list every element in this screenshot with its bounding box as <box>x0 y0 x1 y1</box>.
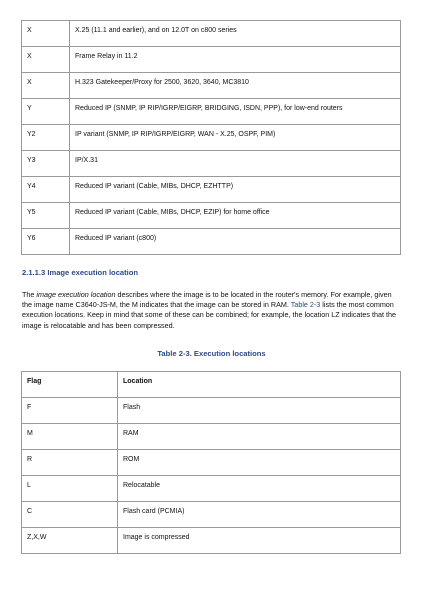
flag-cell: R <box>22 450 118 476</box>
table-row <box>22 476 401 502</box>
code-cell: X <box>22 47 70 73</box>
location-cell: Flash card (PCMIA) <box>118 502 401 528</box>
table-row <box>22 151 401 177</box>
flag-cell: C <box>22 502 118 528</box>
table-row <box>22 398 401 424</box>
table-row <box>22 424 401 450</box>
table-row <box>22 528 401 554</box>
code-cell: X <box>22 73 70 99</box>
description-cell: IP/X.31 <box>70 151 401 177</box>
code-cell: Y <box>22 99 70 125</box>
location-cell: Flash <box>118 398 401 424</box>
location-cell: RAM <box>118 424 401 450</box>
table-row <box>22 203 401 229</box>
paragraph-text: lists the most common execution locations. Keep in mind that some of these can be combined; for example, the location LZ indicates that the image is relocatable and has been compressed. <box>22 300 396 330</box>
code-cell: X <box>22 21 70 47</box>
code-cell: Y6 <box>22 229 70 255</box>
table-row <box>22 47 401 73</box>
code-cell: Y2 <box>22 125 70 151</box>
table-reference-link[interactable]: Table 2-3 <box>290 300 321 310</box>
paragraph-term: image execution location <box>36 290 116 299</box>
body-paragraph <box>22 290 402 331</box>
location-cell: ROM <box>118 450 401 476</box>
description-cell: Frame Relay in 11.2 <box>70 47 401 73</box>
description-cell: H.323 Gatekeeper/Proxy for 2500, 3620, 3640, MC3810 <box>70 73 401 99</box>
table-row <box>22 177 401 203</box>
flag-cell: M <box>22 424 118 450</box>
column-header-flag: Flag <box>22 372 118 398</box>
column-header-location: Location <box>118 372 401 398</box>
location-cell: Relocatable <box>118 476 401 502</box>
paragraph-text: describes where the image is to be located in the router's memory. For example, given the image name C3640-JS-M, the M indicates that the image can be stored in RAM. <box>22 290 392 310</box>
description-cell: Reduced IP variant (Cable, MIBs, DHCP, EZIP) for home office <box>70 203 401 229</box>
location-cell: Image is compressed <box>118 528 401 554</box>
table-row <box>22 450 401 476</box>
table-row <box>22 99 401 125</box>
table-header-row <box>22 372 401 398</box>
code-cell: Y3 <box>22 151 70 177</box>
feature-code-table <box>21 20 401 255</box>
description-cell: IP variant (SNMP, IP RIP/IGRP/EIGRP, WAN - X.25, OSPF, PIM) <box>70 125 401 151</box>
table-row <box>22 502 401 528</box>
table-row <box>22 21 401 47</box>
table-row <box>22 73 401 99</box>
section-heading: 2.1.1.3 Image execution location <box>22 268 139 277</box>
flag-cell: F <box>22 398 118 424</box>
description-cell: Reduced IP variant (c800) <box>70 229 401 255</box>
table-caption: Table 2-3. Execution locations <box>157 349 266 358</box>
flag-cell: L <box>22 476 118 502</box>
code-cell: Y5 <box>22 203 70 229</box>
code-cell: Y4 <box>22 177 70 203</box>
table-row <box>22 229 401 255</box>
paragraph-text: The <box>22 290 37 299</box>
description-cell: X.25 (11.1 and earlier), and on 12.0T on c800 series <box>70 21 401 47</box>
execution-locations-table <box>21 371 401 554</box>
description-cell: Reduced IP variant (Cable, MIBs, DHCP, EZHTTP) <box>70 177 401 203</box>
description-cell: Reduced IP (SNMP, IP RIP/IGRP/EIGRP, BRIDGING, ISDN, PPP), for low-end routers <box>70 99 401 125</box>
table-row <box>22 125 401 151</box>
flag-cell: Z,X,W <box>22 528 118 554</box>
